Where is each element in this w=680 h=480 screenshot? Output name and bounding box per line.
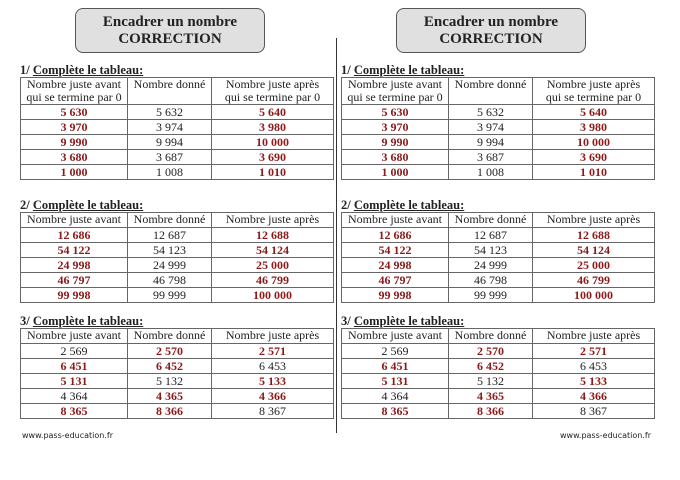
section-number: 2/ xyxy=(20,198,30,212)
table-row xyxy=(342,389,655,404)
exercise-section xyxy=(341,199,654,303)
column-header xyxy=(128,329,212,344)
header-line: qui se termine par 0 xyxy=(224,90,321,104)
given-cell: 99 999 xyxy=(128,288,212,303)
table-header-row xyxy=(21,329,334,344)
column-header xyxy=(533,329,655,344)
answer-cell: 8 366 xyxy=(128,404,212,419)
header-line: Nombre juste avant xyxy=(348,77,442,91)
given-cell: 12 687 xyxy=(128,228,212,243)
answer-cell: 9 990 xyxy=(21,135,128,150)
table-row xyxy=(342,258,655,273)
table-row xyxy=(342,273,655,288)
answer-cell: 3 980 xyxy=(533,120,655,135)
table-row xyxy=(21,359,334,374)
footer-url: www.pass-education.fr xyxy=(22,431,113,440)
answer-cell: 12 688 xyxy=(212,228,334,243)
answer-table xyxy=(20,328,334,419)
header-line: Nombre juste avant xyxy=(348,212,442,226)
column-header xyxy=(128,213,212,228)
table-header-row xyxy=(342,329,655,344)
header-line: qui se termine par 0 xyxy=(545,90,642,104)
footer-url: www.pass-education.fr xyxy=(560,431,651,440)
title-line-2: CORRECTION xyxy=(439,31,543,47)
header-line: qui se termine par 0 xyxy=(26,90,122,104)
column-header xyxy=(21,329,128,344)
title-line-1: Encadrer un nombre xyxy=(423,14,559,30)
answer-cell: 5 640 xyxy=(533,105,655,120)
given-cell: 54 123 xyxy=(128,243,212,258)
answer-cell: 2 571 xyxy=(533,344,655,359)
worksheet-right xyxy=(341,0,661,480)
answer-cell: 25 000 xyxy=(533,258,655,273)
answer-cell: 4 365 xyxy=(128,389,212,404)
exercise-section xyxy=(341,315,654,419)
table-header-row xyxy=(342,78,655,105)
table-row xyxy=(342,344,655,359)
answer-cell: 2 571 xyxy=(212,344,334,359)
given-cell: 12 687 xyxy=(449,228,533,243)
given-cell: 3 687 xyxy=(128,150,212,165)
answer-cell: 3 680 xyxy=(342,150,449,165)
answer-cell: 6 452 xyxy=(128,359,212,374)
column-header xyxy=(212,78,334,105)
title-line-1: Encadrer un nombre xyxy=(102,14,238,30)
given-cell: 2 569 xyxy=(342,344,449,359)
given-cell: 46 798 xyxy=(128,273,212,288)
section-heading xyxy=(341,199,654,212)
title-line-2: CORRECTION xyxy=(118,31,222,47)
title-box xyxy=(396,8,586,53)
given-cell: 5 632 xyxy=(449,105,533,120)
header-line: Nombre donné xyxy=(133,77,206,91)
answer-cell: 2 570 xyxy=(449,344,533,359)
table-row xyxy=(342,105,655,120)
answer-cell: 12 686 xyxy=(21,228,128,243)
answer-cell: 4 366 xyxy=(212,389,334,404)
given-cell: 54 123 xyxy=(449,243,533,258)
answer-cell: 3 970 xyxy=(342,120,449,135)
header-line: Nombre juste avant xyxy=(348,328,442,342)
exercise-section xyxy=(20,199,333,303)
table-row xyxy=(342,404,655,419)
answer-cell: 5 131 xyxy=(21,374,128,389)
column-header xyxy=(342,329,449,344)
header-line: Nombre juste avant xyxy=(27,328,121,342)
answer-cell: 1 000 xyxy=(342,165,449,180)
given-cell: 5 632 xyxy=(128,105,212,120)
header-line: qui se termine par 0 xyxy=(347,90,443,104)
answer-cell: 99 998 xyxy=(342,288,449,303)
answer-cell: 24 998 xyxy=(342,258,449,273)
column-header xyxy=(449,213,533,228)
answer-table xyxy=(341,77,655,180)
table-row xyxy=(21,120,334,135)
column-header xyxy=(342,213,449,228)
header-line: Nombre juste avant xyxy=(27,212,121,226)
header-line: Nombre juste après xyxy=(546,212,641,226)
table-row xyxy=(21,273,334,288)
given-cell: 3 974 xyxy=(128,120,212,135)
worksheet-left xyxy=(20,0,340,480)
table-row xyxy=(342,359,655,374)
table-row xyxy=(21,150,334,165)
answer-cell: 5 640 xyxy=(212,105,334,120)
answer-cell: 5 630 xyxy=(342,105,449,120)
answer-cell: 3 980 xyxy=(212,120,334,135)
answer-cell: 2 570 xyxy=(128,344,212,359)
title-box xyxy=(75,8,265,53)
table-row xyxy=(21,165,334,180)
table-row xyxy=(21,228,334,243)
answer-cell: 6 451 xyxy=(21,359,128,374)
answer-cell: 10 000 xyxy=(533,135,655,150)
section-heading xyxy=(341,315,654,328)
column-header xyxy=(21,78,128,105)
answer-cell: 3 690 xyxy=(533,150,655,165)
table-row xyxy=(342,150,655,165)
given-cell: 2 569 xyxy=(21,344,128,359)
answer-cell: 1 010 xyxy=(533,165,655,180)
header-line: Nombre donné xyxy=(454,77,527,91)
given-cell: 24 999 xyxy=(128,258,212,273)
column-header xyxy=(212,213,334,228)
answer-table xyxy=(20,212,334,303)
given-cell: 8 367 xyxy=(212,404,334,419)
table-row xyxy=(342,243,655,258)
section-number: 2/ xyxy=(341,198,351,212)
exercise-section xyxy=(20,315,333,419)
header-line: Nombre juste après xyxy=(225,328,320,342)
table-header-row xyxy=(342,213,655,228)
section-heading xyxy=(20,199,333,212)
column-header xyxy=(449,78,533,105)
column-header xyxy=(21,213,128,228)
table-row xyxy=(21,135,334,150)
column-header xyxy=(212,329,334,344)
table-row xyxy=(342,120,655,135)
table-row xyxy=(21,243,334,258)
table-row xyxy=(342,165,655,180)
answer-cell: 3 690 xyxy=(212,150,334,165)
section-heading xyxy=(20,315,333,328)
section-instruction: Complète le tableau: xyxy=(353,314,465,328)
given-cell: 3 974 xyxy=(449,120,533,135)
answer-cell: 5 133 xyxy=(212,374,334,389)
answer-cell: 54 122 xyxy=(21,243,128,258)
section-heading xyxy=(20,64,333,77)
answer-table xyxy=(341,212,655,303)
column-header xyxy=(449,329,533,344)
given-cell: 9 994 xyxy=(128,135,212,150)
answer-cell: 5 630 xyxy=(21,105,128,120)
answer-table xyxy=(341,328,655,419)
table-row xyxy=(21,258,334,273)
answer-cell: 4 365 xyxy=(449,389,533,404)
answer-cell: 54 124 xyxy=(212,243,334,258)
header-line: Nombre donné xyxy=(454,328,527,342)
exercise-section xyxy=(341,64,654,180)
header-line: Nombre donné xyxy=(133,212,206,226)
answer-cell: 12 686 xyxy=(342,228,449,243)
answer-cell: 100 000 xyxy=(533,288,655,303)
answer-cell: 9 990 xyxy=(342,135,449,150)
header-line: Nombre juste avant xyxy=(27,77,121,91)
table-row xyxy=(21,374,334,389)
answer-cell: 6 452 xyxy=(449,359,533,374)
answer-cell: 54 122 xyxy=(342,243,449,258)
answer-cell: 46 797 xyxy=(21,273,128,288)
answer-cell: 3 970 xyxy=(21,120,128,135)
given-cell: 6 453 xyxy=(212,359,334,374)
answer-cell: 46 797 xyxy=(342,273,449,288)
section-instruction: Complète le tableau: xyxy=(32,314,144,328)
answer-cell: 5 133 xyxy=(533,374,655,389)
column-header xyxy=(342,78,449,105)
section-number: 1/ xyxy=(341,63,351,77)
table-header-row xyxy=(21,78,334,105)
section-instruction: Complète le tableau: xyxy=(32,198,144,212)
answer-cell: 8 366 xyxy=(449,404,533,419)
section-instruction: Complète le tableau: xyxy=(32,63,144,77)
header-line: Nombre juste après xyxy=(546,77,641,91)
given-cell: 1 008 xyxy=(128,165,212,180)
answer-cell: 4 366 xyxy=(533,389,655,404)
answer-cell: 100 000 xyxy=(212,288,334,303)
given-cell: 4 364 xyxy=(21,389,128,404)
answer-cell: 1 000 xyxy=(21,165,128,180)
given-cell: 5 132 xyxy=(128,374,212,389)
answer-cell: 25 000 xyxy=(212,258,334,273)
given-cell: 4 364 xyxy=(342,389,449,404)
answer-cell: 99 998 xyxy=(21,288,128,303)
given-cell: 5 132 xyxy=(449,374,533,389)
given-cell: 6 453 xyxy=(533,359,655,374)
table-row xyxy=(21,389,334,404)
table-header-row xyxy=(21,213,334,228)
answer-cell: 6 451 xyxy=(342,359,449,374)
answer-cell: 24 998 xyxy=(21,258,128,273)
given-cell: 8 367 xyxy=(533,404,655,419)
table-row xyxy=(21,404,334,419)
column-header xyxy=(533,78,655,105)
answer-cell: 3 680 xyxy=(21,150,128,165)
answer-cell: 54 124 xyxy=(533,243,655,258)
table-row xyxy=(342,135,655,150)
page-divider xyxy=(336,38,337,433)
column-header xyxy=(533,213,655,228)
header-line: Nombre juste après xyxy=(225,77,320,91)
header-line: Nombre donné xyxy=(133,328,206,342)
answer-cell: 5 131 xyxy=(342,374,449,389)
section-instruction: Complète le tableau: xyxy=(353,198,465,212)
header-line: Nombre juste après xyxy=(546,328,641,342)
given-cell: 99 999 xyxy=(449,288,533,303)
table-row xyxy=(342,228,655,243)
answer-cell: 8 365 xyxy=(21,404,128,419)
column-header xyxy=(128,78,212,105)
table-row xyxy=(342,288,655,303)
given-cell: 1 008 xyxy=(449,165,533,180)
answer-cell: 46 799 xyxy=(533,273,655,288)
table-row xyxy=(21,105,334,120)
section-number: 3/ xyxy=(341,314,351,328)
given-cell: 9 994 xyxy=(449,135,533,150)
table-row xyxy=(21,288,334,303)
exercise-section xyxy=(20,64,333,180)
given-cell: 24 999 xyxy=(449,258,533,273)
section-instruction: Complète le tableau: xyxy=(353,63,465,77)
answer-table xyxy=(20,77,334,180)
table-row xyxy=(21,344,334,359)
answer-cell: 1 010 xyxy=(212,165,334,180)
answer-cell: 46 799 xyxy=(212,273,334,288)
section-number: 1/ xyxy=(20,63,30,77)
answer-cell: 12 688 xyxy=(533,228,655,243)
header-line: Nombre donné xyxy=(454,212,527,226)
answer-cell: 8 365 xyxy=(342,404,449,419)
given-cell: 46 798 xyxy=(449,273,533,288)
section-heading xyxy=(341,64,654,77)
answer-cell: 10 000 xyxy=(212,135,334,150)
section-number: 3/ xyxy=(20,314,30,328)
given-cell: 3 687 xyxy=(449,150,533,165)
table-row xyxy=(342,374,655,389)
header-line: Nombre juste après xyxy=(225,212,320,226)
